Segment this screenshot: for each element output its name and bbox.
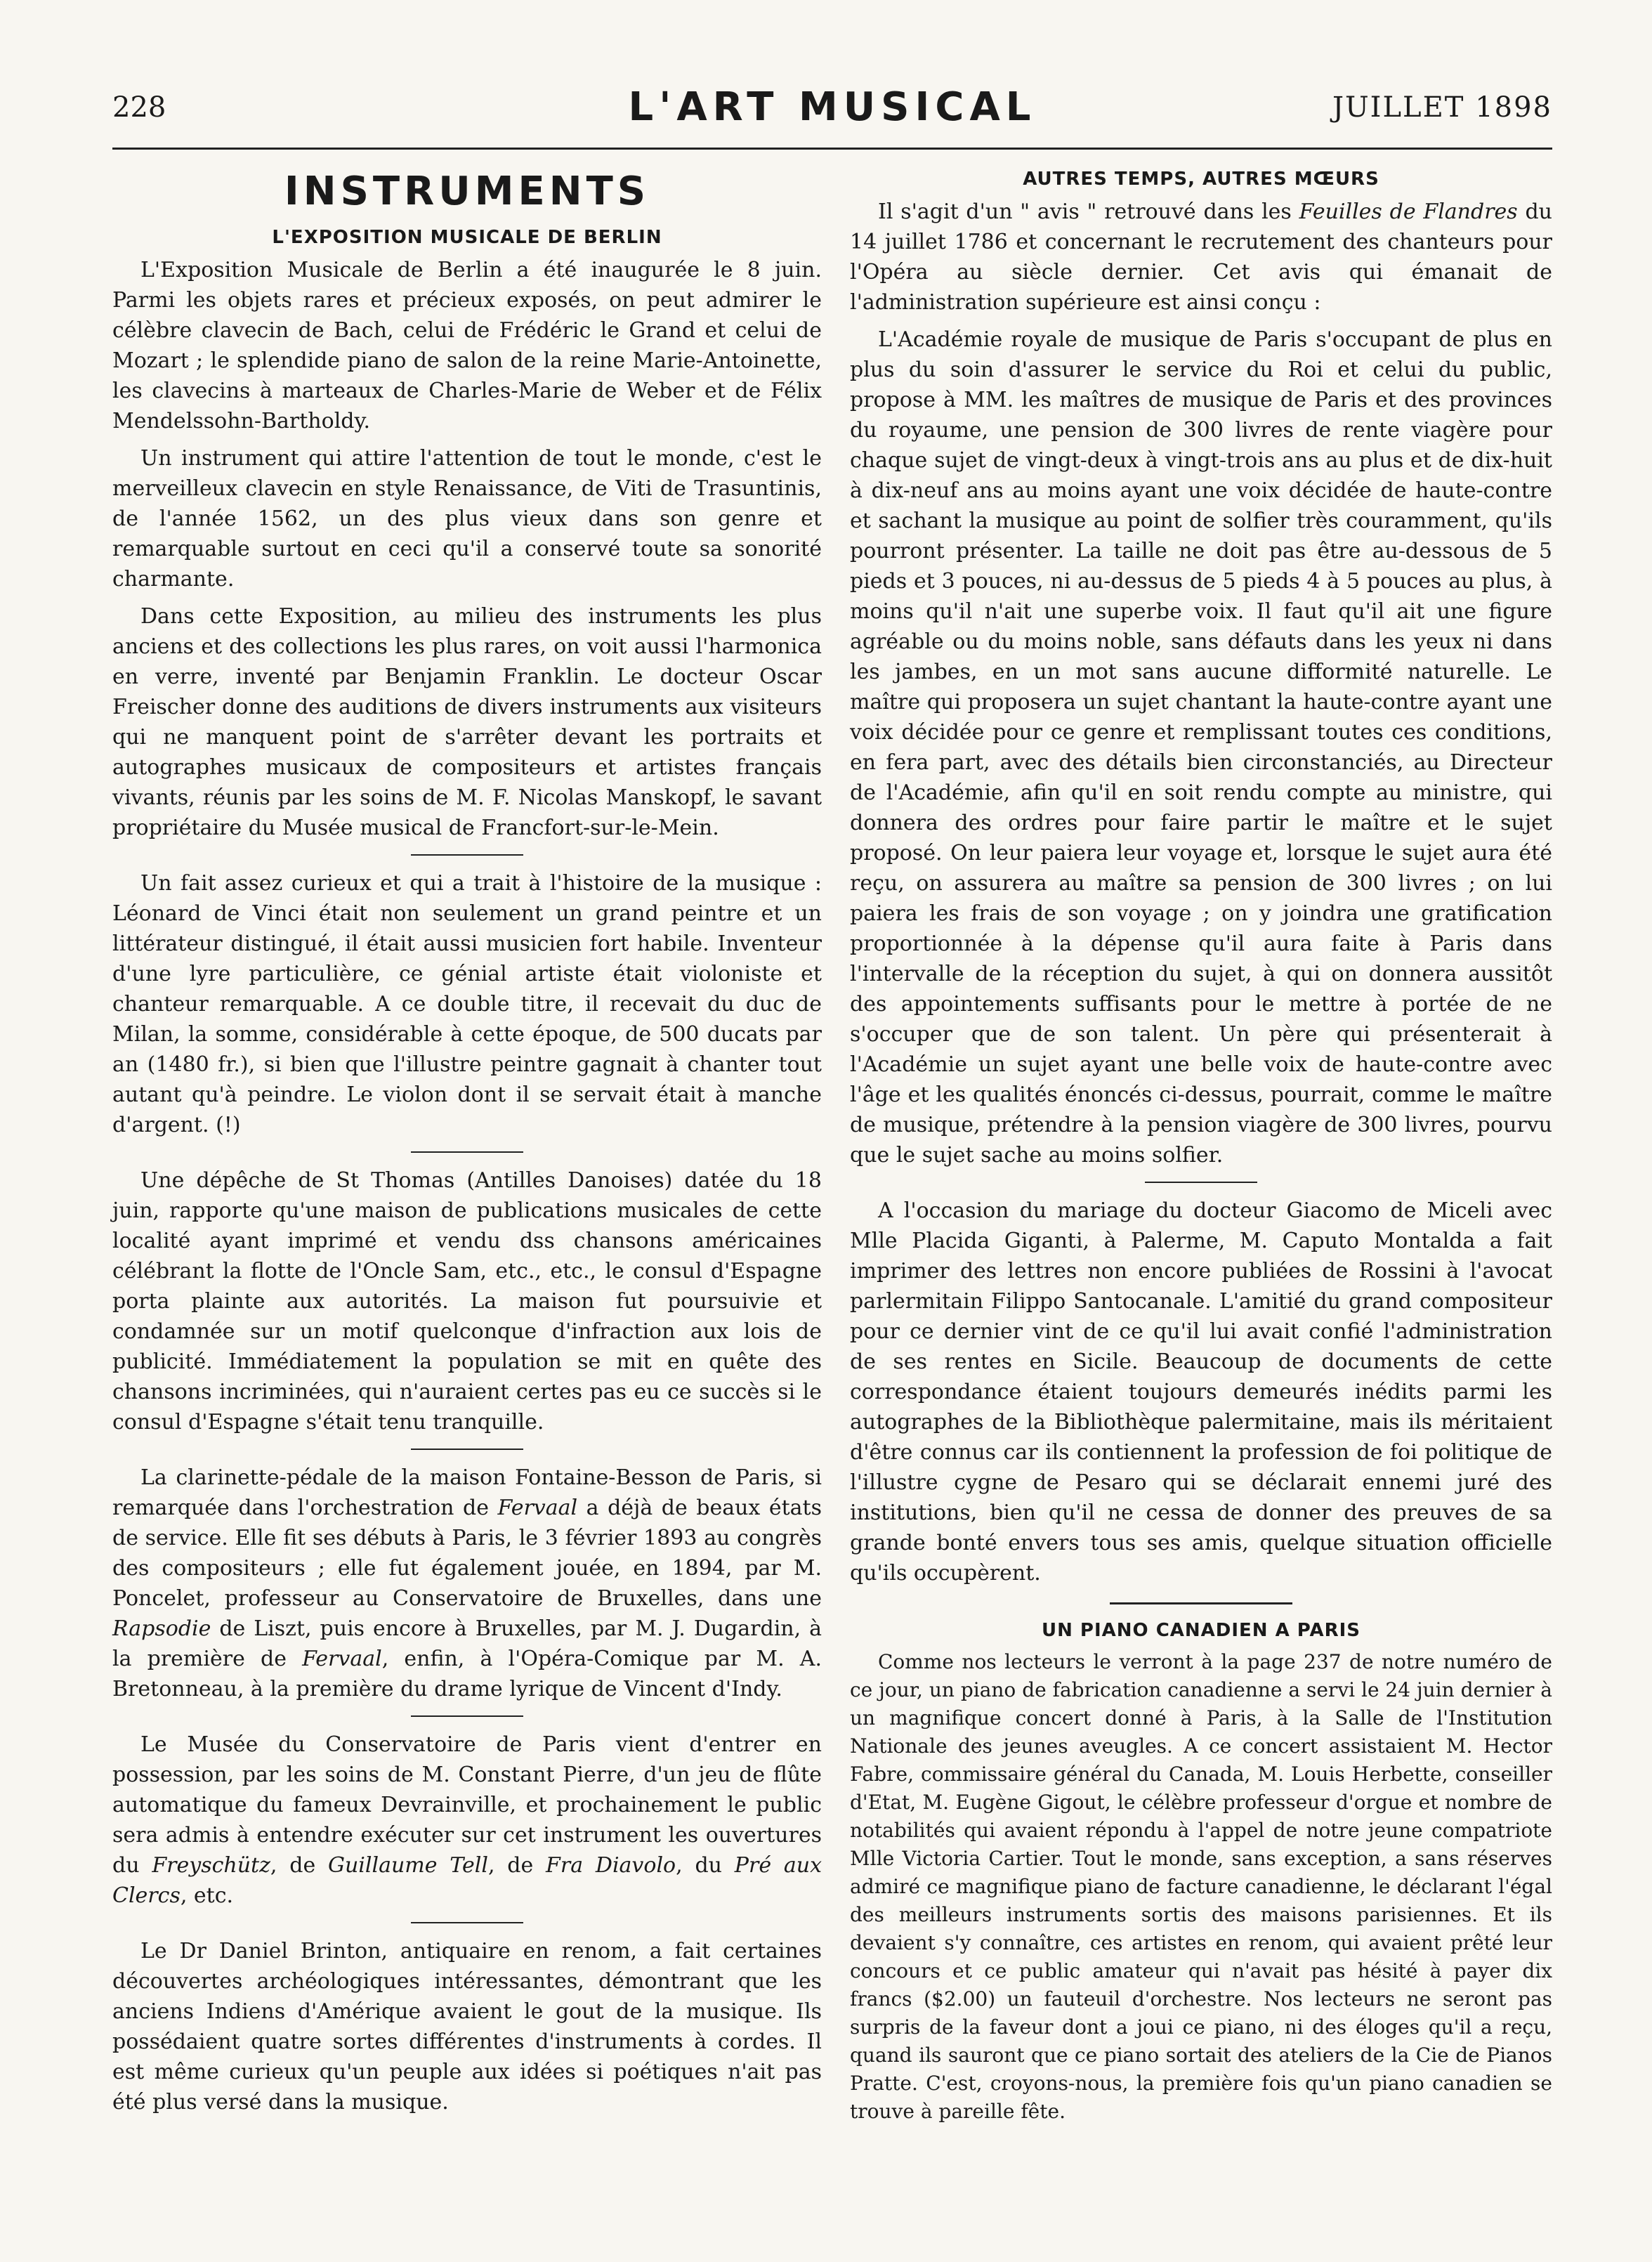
- divider: [1145, 1182, 1257, 1183]
- journal-title: L'ART MUSICAL: [628, 84, 1037, 130]
- divider: [411, 1715, 523, 1717]
- issue-date: JUILLET 1898: [1332, 91, 1552, 124]
- musee-paragraph: Le Musée du Conservatoire de Paris vient d'entrer en possession, par les soins de M. Constant Pierre, d'un jeu de flûte automatique du fameux Devrainville, et prochainement le public sera admis à entendre exécuter sur cet instrument les ouvertures du Freyschütz, de Guillaume Tell, de Fra Diavolo, du Pré aux Clercs, etc.: [112, 1732, 822, 1908]
- st-thomas-paragraph: Une dépêche de St Thomas (Antilles Danoises) datée du 18 juin, rapporte qu'une maison de publications musicales de cette localité ayant imprimé et vendu dss chansons américaines célébrant la flotte de l'Oncle Sam, etc., etc., le consul d'Espagne porta plainte aux autorités. La maison fut poursuivie et condamnée sur un motif quelconque d'infraction aux lois de publicité. Immédiatement la population se mit en quête des chansons incriminées, qui n'auraient certes pas eu ce succès si le consul d'Espagne s'était tenu tranquille.: [112, 1168, 822, 1434]
- right-column: [850, 169, 1552, 2133]
- page-header: [112, 84, 1552, 150]
- vinci-paragraph: Un fait assez curieux et qui a trait à l'histoire de la musique : Léonard de Vinci était non seulement un grand peintre et un littérateur distingué, il était aussi musicien fort habile. Inventeur d'une lyre particulière, ce génial artiste était violoniste et chanteur remarquable. A ce double titre, il recevait du duc de Milan, la somme, considérable à cette époque, de 500 ducats par an (1480 fr.), si bien que l'illustre peintre gagnait à chanter tout autant qu'à peindre. Le violon dont il se servait était à manche d'argent. (!): [112, 871, 822, 1137]
- piano-canadien-heading: UN PIANO CANADIEN A PARIS: [1042, 1620, 1361, 1641]
- berlin-paragraph-1: L'Exposition Musicale de Berlin a été inaugurée le 8 juin. Parmi les objets rares et précieux exposés, on peut admirer le célèbre clavecin de Bach, celui de Frédéric le Grand et celui de Mozart ; le splendide piano de salon de la reine Marie-Antoinette, les clavecins à marteaux de Charles-Marie de Weber et de Félix Mendelssohn-Bartholdy.: [112, 258, 822, 433]
- divider: [1110, 1602, 1292, 1604]
- berlin-paragraph-3: Dans cette Exposition, au milieu des instruments les plus anciens et des collections les plus rares, on voit aussi l'harmonica en verre, inventé par Benjamin Franklin. Le docteur Oscar Freischer donne des auditions de divers instruments aux visiteurs qui ne manquent point de s'arrêter devant les portraits et autographes musicaux de compositeurs et artistes français vivants, réunis par les soins de M. F. Nicolas Manskopf, le savant propriétaire du Musée musical de Francfort-sur-le-Mein.: [112, 604, 822, 840]
- page-number: 228: [112, 91, 166, 124]
- divider: [411, 1922, 523, 1923]
- clarinet-paragraph: La clarinette-pédale de la maison Fontaine-Besson de Paris, si remarquée dans l'orchestration de Fervaal a déjà de beaux états de service. Elle fit ses débuts à Paris, le 3 février 1893 au congrès des compositeurs ; elle fut également jouée, en 1894, par M. Poncelet, professeur au Conservatoire de Bruxelles, dans une Rapsodie de Liszt, puis encore à Bruxelles, par M. J. Dugardin, à la première de Fervaal, enfin, à l'Opéra-Comique par M. A. Bretonneau, à la première du drame lyrique de Vincent d'Indy.: [112, 1465, 822, 1701]
- divider: [411, 1151, 523, 1153]
- rossini-paragraph: A l'occasion du mariage du docteur Giacomo de Miceli avec Mlle Placida Giganti, à Palerme, M. Caputo Montalda a fait imprimer des lettres non encore publiées de Rossini à l'avocat parlermitain Filippo Santocanale. L'amitié du grand compositeur pour ce dernier vint de ce qu'il lui avait confié l'administration de ses rentes en Sicile. Beaucoup de documents de cette correspondance étaient toujours demeurés inédits parmi les autographes de la Bibliothèque palermitaine, mais ils méritaient d'être connus car ils contiennent la profession de foi politique de l'illustre cygne de Pesaro qui se déclarait ennemi juré des institutions, bien qu'il ne cessa de donner des preuves de sa grande bonté envers tous ses amis, quelque situation officielle qu'ils occupèrent.: [850, 1198, 1552, 1586]
- left-column: [112, 169, 822, 2124]
- autres-temps-heading: AUTRES TEMPS, AUTRES MŒURS: [1023, 169, 1379, 190]
- brinton-paragraph: Le Dr Daniel Brinton, antiquaire en renom, a fait certaines découvertes archéologiques intéressantes, démontrant que les anciens Indiens d'Amérique avaient le gout de la musique. Ils possédaient quatre sortes différentes d'instruments à cordes. Il est même curieux qu'un peuple aux idées si poétiques n'ait pas été plus versé dans la musique.: [112, 1939, 822, 2114]
- berlin-paragraph-2: Un instrument qui attire l'attention de tout le monde, c'est le merveilleux clavecin en style Renaissance, de Viti de Trasuntinis, de l'année 1562, un des plus vieux dans son genre et remarquable surtout en ceci qu'il a conservé toute sa sonorité charmante.: [112, 446, 822, 591]
- divider: [411, 854, 523, 856]
- autres-temps-paragraph-2: L'Académie royale de musique de Paris s'occupant de plus en plus du soin d'assurer le service du Roi et celui du public, propose à MM. les maîtres de musique de Paris et des provinces du royaume, une pension de 300 livres de rente viagère pour chaque sujet de vingt-deux à vingt-trois ans au plus et de dix-huit à dix-neuf ans au moins ayant une voix décidée de haute-contre et sachant la musique au point de solfier très couramment, qu'ils pourront présenter. La taille ne doit pas être au-dessous de 5 pieds et 3 pouces, ni au-dessus de 5 pieds 4 à 5 pouces au plus, à moins qu'il n'ait une superbe voix. Il faut qu'il ait une figure agréable ou du moins noble, sans défauts dans les yeux ni dans les jambes, en un mot sans aucune difformité naturelle. Le maître qui proposera un sujet chantant la haute-contre ayant une voix décidée pour ce genre et remplissant toutes ces conditions, en fera part, avec des détails bien circonstanciés, au Directeur de l'Académie, afin qu'il en soit rendu compte au ministre, qui donnera des ordres pour faire partir le maître et le sujet proposé. On leur paiera leur voyage et, lorsque le sujet aura été reçu, on assurera au maître sa pension de 300 livres ; on lui paiera les frais de son voyage ; on y joindra une gratification proportionnée à la dépense qu'il aura faite à Paris dans l'intervalle de la réception du sujet, à qui on donnera aussitôt des appointements suffisants pour le mettre à portée de ne s'occuper que de son talent. Un père qui présenterait à l'Académie un sujet ayant une belle voix de haute-contre avec l'âge et les qualités énoncés ci-dessus, pourrait, comme le maître de musique, prétendre à la pension viagère de 300 livres, pourvu que le sujet sache au moins solfier.: [850, 327, 1552, 1168]
- autres-temps-paragraph-1: Il s'agit d'un " avis " retrouvé dans les Feuilles de Flandres du 14 juillet 1786 et concernant le recrutement des chanteurs pour l'Opéra au siècle dernier. Cet avis qui émanait de l'administration supérieure est ainsi conçu :: [850, 200, 1553, 315]
- piano-canadien-paragraph: Comme nos lecteurs le verront à la page 237 de notre numéro de ce jour, un piano de fabrication canadienne a servi le 24 juin dernier à un magnifique concert donné à Paris, à la Salle de l'Institution Nationale des jeunes aveugles. A ce concert assistaient M. Hector Fabre, commissaire général du Canada, M. Louis Herbette, conseiller d'Etat, M. Eugène Gigout, le célèbre professeur d'orgue et nombre de notabilités qui avaient répondu à l'appel de notre jeune compatriote Mlle Victoria Cartier. Tout le monde, sans exception, a sans réserves admiré ce magnifique piano de facture canadienne, le déclarant l'égal des meilleurs instruments sortis des maisons parisiennes. Et ils devaient s'y connaître, ces artistes en renom, qui avaient prêté leur concours et ce public amateur qui n'avait pas hésité à payer dix francs ($2.00) un fauteuil d'orchestre. Nos lecteurs ne seront pas surpris de la faveur dont a joui ce piano, ni des éloges qu'il a reçu, quand ils sauront que ce piano sortait des ateliers de la Cie de Pianos Pratte. C'est, croyons-nous, la première fois qu'un piano canadien se trouve à pareille fête.: [850, 1650, 1552, 2123]
- divider: [411, 1449, 523, 1450]
- berlin-heading: L'EXPOSITION MUSICALE DE BERLIN: [272, 227, 662, 248]
- section-title: INSTRUMENTS: [284, 169, 650, 214]
